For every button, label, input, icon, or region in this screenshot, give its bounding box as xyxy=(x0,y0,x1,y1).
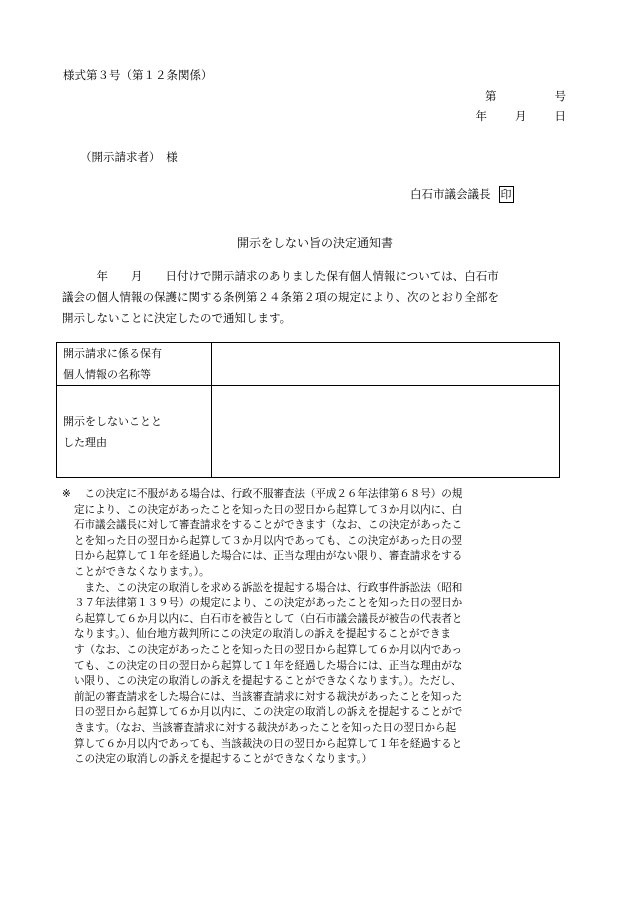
number-prefix: 第 xyxy=(485,89,497,103)
label-line: 個人情報の名称等 xyxy=(63,368,151,381)
number-suffix: 号 xyxy=(554,89,566,103)
document-number xyxy=(485,88,566,104)
label-line: した理由 xyxy=(63,435,107,449)
note-line: ても、この決定の日の翌日から起算して１年を経過した場合には、正当な理由がな xyxy=(74,659,463,672)
intro-line: 議会の個人情報の保護に関する条例第２４条第２項の規定により、次のとおり全部を xyxy=(62,290,499,304)
note-line: とを知った日の翌日から起算して３か月以内であっても、この決定があった日の翌 xyxy=(74,534,463,547)
note-line: なります。）、仙台地方裁判所にこの決定の取消しの訴えを提起することができま xyxy=(74,628,451,641)
info-name-value[interactable] xyxy=(212,343,560,386)
note-line: ３７年法律第１３９号）の規定により、この決定があったことを知った日の翌日か xyxy=(74,597,463,610)
sender xyxy=(410,186,514,203)
label-line: 開示をしないことと xyxy=(63,414,162,428)
table-row xyxy=(57,386,560,478)
note-line: ことができなくなります。）。 xyxy=(74,565,210,578)
intro-line: 開示しないことに決定したので通知します。 xyxy=(62,311,292,325)
note-line: 日の翌日から起算して６か月以内に、この決定の取消しの訴えを提起することがで xyxy=(74,706,463,719)
document-title: 開示をしない旨の決定通知書 xyxy=(236,236,393,250)
note-line: 算して６か月以内であっても、当該裁決の日の翌日から起算して１年を経過すると xyxy=(74,737,463,750)
note-mark: ※ xyxy=(62,488,71,500)
note-line: きます。（なお、当該審査請求に対する裁決があったことを知った日の翌日から起 xyxy=(74,721,457,734)
sender-name: 白石市議会議長 xyxy=(410,187,491,201)
intro-line: 年 月 日付けで開示請求のありました保有個人情報については、白石市 xyxy=(62,269,499,283)
decision-table xyxy=(56,342,560,478)
note-line: 定により、この決定があったことを知った日の翌日から起算して３か月以内に、白 xyxy=(74,503,463,516)
reason-value[interactable] xyxy=(212,386,560,478)
note-line: い限り、この決定の取消しの訴えを提起することができなくなります。）。ただし、 xyxy=(74,675,462,688)
date-year: 年 xyxy=(475,109,487,123)
document-date xyxy=(476,108,567,124)
note-line: す（なお、この決定があったことを知った日の翌日から起算して６か月以内であっ xyxy=(74,643,463,656)
note-line: 日から起算して１年を経過した場合には、正当な理由がない限り、審査請求をする xyxy=(74,550,463,563)
addressee: （開示請求者） 様 xyxy=(80,150,178,164)
note-line: 前記の審査請求をした場合には、当該審査請求に対する裁決があったことを知った xyxy=(74,690,463,703)
note-line: ※ この決定に不服がある場合は、行政不服審査法（平成２６年法律第６８号）の規 xyxy=(62,487,572,503)
note-line: 石市議会議長に対して審査請求をすることができます（なお、この決定があったこ xyxy=(74,519,463,532)
seal-mark: 印 xyxy=(500,188,512,201)
note-line: また、この決定の取消しを求める訴訟を提起する場合は、行政事件訴訟法（昭和 xyxy=(74,581,463,594)
reason-label xyxy=(57,386,212,478)
form-label: 様式第３号（第１２条関係） xyxy=(63,68,213,82)
notes-section xyxy=(62,487,572,768)
info-name-label xyxy=(57,343,212,386)
date-day: 日 xyxy=(554,109,566,123)
note-line: ら起算して６か月以内に、白石市を被告として（白石市議会議長が被告の代表者と xyxy=(74,612,463,625)
note-line: この決定の取消しの訴えを提起することができなくなります。） xyxy=(74,753,373,766)
date-month: 月 xyxy=(515,109,527,123)
table-row xyxy=(57,343,560,386)
intro-paragraph xyxy=(62,266,572,329)
label-line: 開示請求に係る保有 xyxy=(63,347,162,360)
